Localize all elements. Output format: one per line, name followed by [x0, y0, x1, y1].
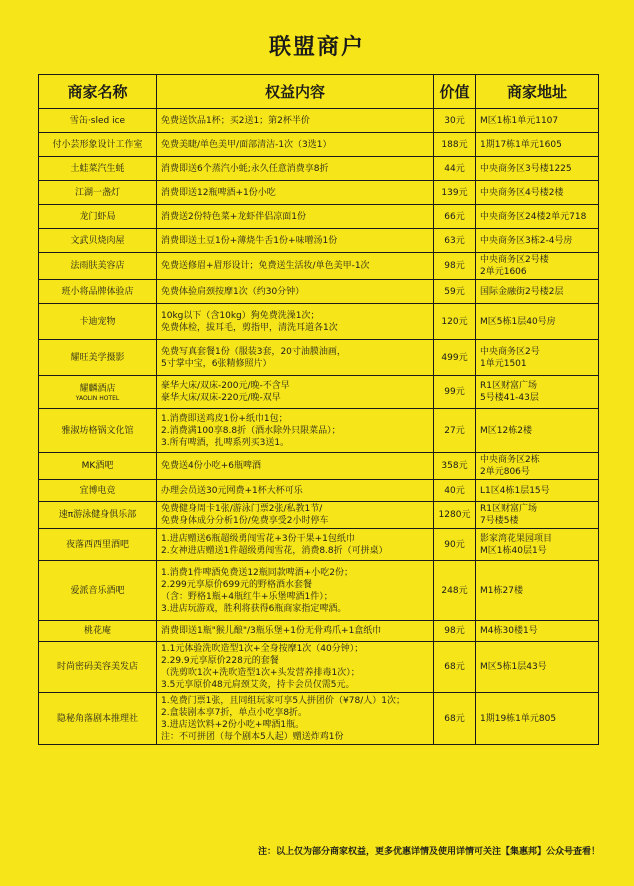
address-line: 国际金融街2号楼2层 — [480, 286, 564, 297]
price-value: 188元 — [434, 133, 476, 157]
merchant-name-line: 付小芸形象设计工作室 — [52, 139, 143, 150]
benefit-line: 豪华大床/双床-220元/晚-双早 — [161, 393, 281, 403]
merchant-name — [39, 205, 157, 229]
merchant-name — [39, 133, 157, 157]
merchant-name — [39, 453, 157, 480]
address-line: 2单元806号 — [480, 467, 530, 477]
merchant-name-line: 雪缶·sled ice — [69, 115, 126, 126]
table-row — [39, 453, 599, 480]
benefit-line: 2.女神进店赠送1件超级勇闯雪花，消费8.8折（可拼桌） — [161, 545, 388, 556]
page-title: 联盟商户 — [268, 35, 365, 60]
merchant-address — [476, 502, 599, 529]
merchant-name-line: 速π游泳健身俱乐部 — [58, 510, 137, 520]
merchant-name-line: 耀麟酒店 — [79, 383, 116, 394]
benefit-content — [157, 340, 434, 376]
price-value: 66元 — [434, 205, 476, 229]
price-value: 248元 — [434, 561, 476, 621]
header-benefit: 权益内容 — [157, 75, 434, 109]
benefit-line: 2.29.9元享原价228元的套餐 — [161, 656, 279, 666]
benefit-content — [157, 453, 434, 480]
address-line: 中央商务区2号 — [480, 346, 540, 357]
header-merchant-name: 商家名称 — [39, 75, 157, 109]
merchant-name-line: 桃花庵 — [83, 626, 111, 636]
benefit-content — [157, 181, 434, 205]
merchant-name-line: 隐秘角落剧本推理社 — [56, 713, 138, 724]
address-line: M区1栋40层1号 — [480, 545, 547, 556]
merchant-name — [39, 621, 157, 642]
benefit-line: 1.免费门票1张，且同组玩家可享5人拼团价（¥78/人）1次； — [161, 695, 405, 706]
footer-note: 注：以上仅为部分商家权益，更多优惠详情及使用详情可关注【集惠邦】公众号查看！ — [257, 847, 600, 857]
address-line: 2单元1606 — [480, 267, 527, 277]
price-value: 68元 — [434, 693, 476, 745]
benefit-line: 豪华大床/双床-200元/晚-不含早 — [161, 381, 290, 391]
benefit-line: （含：野格1瓶+4瓶红牛+乐堡啤酒1件）； — [161, 591, 333, 602]
benefit-line: 免费身体成分分析1份/免费享受2小时停车 — [161, 516, 329, 526]
price-value: 44元 — [434, 157, 476, 181]
benefit-line: 免费体检，拔耳毛，剪指甲，清洗耳道各1次 — [161, 322, 338, 333]
price-value: 139元 — [434, 181, 476, 205]
benefit-content — [157, 480, 434, 502]
merchant-address — [476, 280, 599, 304]
merchant-name-line: 爱派音乐酒吧 — [70, 585, 125, 596]
benefit-content — [157, 502, 434, 529]
benefit-line: 消费送2份特色菜+龙虾伴侣凉面1份 — [161, 211, 306, 222]
address-line: R1区财富广场 — [480, 381, 537, 391]
merchant-name-line: 法雨肤美容店 — [70, 261, 125, 271]
merchant-address — [476, 133, 599, 157]
merchant-address — [476, 109, 599, 133]
address-line: M区5栋1层43号 — [480, 662, 547, 672]
table-row — [39, 133, 599, 157]
address-line: M区12栋2楼 — [480, 425, 532, 436]
merchant-name-line: 时尚密码美容美发店 — [56, 662, 138, 672]
table-row — [39, 253, 599, 280]
benefit-line: 2.消费满100享8.8折（酒水除外只限菜品）； — [161, 425, 341, 436]
benefit-line: 免费送4份小吃+6瓶啤酒 — [161, 461, 261, 471]
benefit-line: 消费即送土豆1份+薄烧牛舌1份+味噌汤1份 — [161, 235, 338, 246]
table-row — [39, 409, 599, 453]
header-price: 价值 — [434, 75, 476, 109]
benefit-content — [157, 133, 434, 157]
benefit-content — [157, 229, 434, 253]
benefit-content — [157, 561, 434, 621]
merchant-name — [39, 280, 157, 304]
price-value: 68元 — [434, 642, 476, 693]
merchant-name-line: 宜博电竞 — [79, 485, 116, 496]
merchant-name — [39, 561, 157, 621]
benefit-content — [157, 304, 434, 340]
merchant-name-line: 耀旺美学摄影 — [70, 352, 125, 363]
benefit-line: 消费即送1瓶"猴儿酿"/3瓶乐堡+1份无骨鸡爪+1盒纸巾 — [161, 626, 382, 636]
table-row — [39, 181, 599, 205]
benefit-line: 消费即送6个蒸汽小蚝;永久任意消费享8折 — [161, 163, 329, 174]
benefit-line: 2.299元享原价699元的野格酒水套餐 — [161, 579, 312, 590]
table-row — [39, 621, 599, 642]
benefit-content — [157, 205, 434, 229]
merchant-name-line: 龙门虾局 — [79, 211, 116, 222]
address-line: 1单元1501 — [480, 358, 527, 369]
price-value: 99元 — [434, 376, 476, 409]
merchant-name-line: 夜落西西里酒吧 — [65, 539, 129, 550]
merchant-address — [476, 409, 599, 453]
benefit-content — [157, 109, 434, 133]
price-value: 27元 — [434, 409, 476, 453]
merchant-name — [39, 642, 157, 693]
table-row — [39, 693, 599, 745]
benefit-content — [157, 409, 434, 453]
price-value: 499元 — [434, 340, 476, 376]
merchant-name-line: 江湖一盏灯 — [74, 187, 120, 198]
merchant-name-line: 雅淑坊格锅文化馆 — [61, 425, 134, 436]
merchant-address — [476, 529, 599, 561]
merchant-address — [476, 181, 599, 205]
table-row — [39, 502, 599, 529]
table-row — [39, 529, 599, 561]
address-line: 5号楼41-43层 — [480, 393, 539, 403]
address-line: 中央商务区3号楼1225 — [480, 163, 572, 174]
merchant-name-line: 卡迪宠物 — [79, 316, 116, 327]
benefit-content — [157, 253, 434, 280]
table-row — [39, 304, 599, 340]
address-line: 1期19栋1单元805 — [480, 713, 557, 724]
benefit-line: 3.5元享原价48元肩颈艾灸，持卡会员仅需5元。 — [161, 680, 355, 690]
benefit-content — [157, 529, 434, 561]
table-row — [39, 340, 599, 376]
merchant-address — [476, 642, 599, 693]
address-line: M1栋27楼 — [480, 585, 523, 596]
address-line: 中央商务区4号楼2楼 — [480, 187, 564, 198]
merchant-address — [476, 229, 599, 253]
benefit-content — [157, 693, 434, 745]
benefit-line: 3.进店玩游戏，胜利将获得6瓶商家指定啤酒。 — [161, 603, 347, 614]
table-row — [39, 376, 599, 409]
benefit-line: 消费即送12瓶啤酒+1份小吃 — [161, 187, 276, 198]
price-value: 30元 — [434, 109, 476, 133]
address-line: 中央商务区24楼2单元718 — [480, 211, 587, 222]
address-line: M区5栋1层40号房 — [480, 316, 556, 327]
price-value: 98元 — [434, 621, 476, 642]
benefit-line: 免费写真套餐1份（服装3套，20寸油膜油画， — [161, 346, 346, 357]
merchant-address — [476, 453, 599, 480]
merchant-address — [476, 205, 599, 229]
benefit-content — [157, 157, 434, 181]
benefit-line: 注：不可拼团（每个剧本5人起）赠送炸鸡1份 — [161, 731, 344, 742]
price-value: 90元 — [434, 529, 476, 561]
merchant-address — [476, 693, 599, 745]
benefit-line: 5寸掌中宝，6张精修照片） — [161, 358, 272, 369]
price-value: 98元 — [434, 253, 476, 280]
table-row — [39, 109, 599, 133]
table-row — [39, 480, 599, 502]
merchant-name-line: 土蛙菜汽生蚝 — [70, 163, 125, 174]
benefit-line: 3.进店送饮料+2份小吃+啤酒1瓶。 — [161, 719, 305, 730]
benefit-content — [157, 621, 434, 642]
benefit-line: 10kg以下（含10kg）狗免费洗澡1次； — [161, 310, 320, 321]
benefit-line: 免费健身周卡1张/游泳门票2张/私教1节/ — [161, 504, 323, 514]
merchant-name — [39, 693, 157, 745]
merchant-name — [39, 376, 157, 409]
address-line: 1期17栋1单元1605 — [480, 139, 562, 150]
benefit-line: 1.消费即送鸡皮1份+纸巾1包； — [161, 413, 288, 424]
address-line: 中央商务区3栋2-4号房 — [480, 235, 573, 246]
benefit-content — [157, 642, 434, 693]
merchant-table — [38, 74, 599, 745]
benefit-line: 免费体验肩颈按摩1次（约30分钟） — [161, 286, 305, 297]
address-line: R1区财富广场 — [480, 504, 537, 514]
merchant-address — [476, 621, 599, 642]
merchant-name — [39, 340, 157, 376]
benefit-line: 1.1元体验洗吹造型1次+全身按摩1次（40分钟）； — [161, 644, 364, 654]
merchant-name-line: MK酒吧 — [81, 461, 114, 471]
table-row — [39, 561, 599, 621]
merchant-address — [476, 253, 599, 280]
benefit-line: 免费送饮品1杯；买2送1；第2杯半价 — [161, 115, 310, 126]
price-value: 120元 — [434, 304, 476, 340]
merchant-name — [39, 502, 157, 529]
merchant-name — [39, 480, 157, 502]
table-row — [39, 280, 599, 304]
price-value: 1280元 — [434, 502, 476, 529]
address-line: L1区4栋1层15号 — [480, 485, 550, 496]
table-row — [39, 229, 599, 253]
merchant-address — [476, 480, 599, 502]
price-value: 358元 — [434, 453, 476, 480]
merchant-address — [476, 561, 599, 621]
table-row — [39, 205, 599, 229]
merchant-name — [39, 181, 157, 205]
merchant-name-subtitle: YAOLIN HOTEL — [75, 394, 120, 402]
address-line: 影家湾花果园项目 — [480, 533, 553, 544]
benefit-line: 1.进店赠送6瓶超级勇闯雪花+3份干果+1包纸巾 — [161, 533, 355, 544]
table-row — [39, 157, 599, 181]
merchant-name-line: 文武贝烧肉屋 — [70, 235, 125, 246]
benefit-line: 1.消费1件啤酒免费送12瓶同款啤酒+小吃2份； — [161, 567, 354, 578]
address-line: 7号楼5楼 — [480, 516, 519, 526]
address-line: 中央商务区2号楼 — [480, 255, 549, 265]
address-line: M4栋30楼1号 — [480, 626, 538, 636]
benefit-line: 免费美睫/单色美甲/面部清洁-1次（3选1） — [161, 139, 332, 150]
address-line: M区1栋1单元1107 — [480, 115, 559, 126]
merchant-name — [39, 229, 157, 253]
merchant-address — [476, 157, 599, 181]
benefit-line: （洗剪吹1次+洗吹造型1次+头发营养排毒1次）； — [161, 668, 360, 678]
merchant-name — [39, 304, 157, 340]
merchant-address — [476, 340, 599, 376]
benefit-line: 3.所有啤酒，扎啤系列买3送1。 — [161, 437, 290, 448]
benefit-line: 2.盒装剧本享7折，单点小吃享8折。 — [161, 707, 308, 718]
table-row — [39, 642, 599, 693]
header-address: 商家地址 — [476, 75, 599, 109]
benefit-content — [157, 280, 434, 304]
merchant-name — [39, 253, 157, 280]
address-line: 中央商务区2栋 — [480, 455, 540, 465]
merchant-name — [39, 529, 157, 561]
benefit-line: 办理会员送30元网费+1杯大杯可乐 — [161, 485, 303, 496]
merchant-address — [476, 376, 599, 409]
merchant-name — [39, 109, 157, 133]
merchant-address — [476, 304, 599, 340]
price-value: 40元 — [434, 480, 476, 502]
merchant-name — [39, 409, 157, 453]
merchant-name — [39, 157, 157, 181]
merchant-name-line: 班小将品牌体验店 — [61, 286, 134, 297]
price-value: 59元 — [434, 280, 476, 304]
table-header-row — [39, 75, 599, 109]
benefit-line: 免费送修眉+眉形设计；免费送生活妆/单色美甲-1次 — [161, 261, 370, 271]
price-value: 63元 — [434, 229, 476, 253]
benefit-content — [157, 376, 434, 409]
